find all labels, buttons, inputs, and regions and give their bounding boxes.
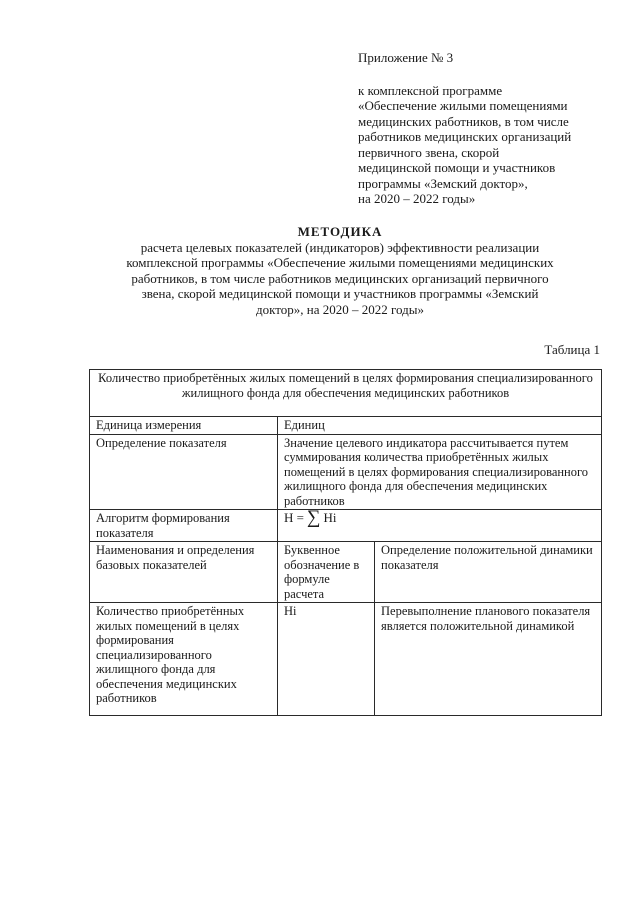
formula-lhs: H = [284, 510, 304, 525]
unit-label-cell: Единица измерения [90, 417, 278, 435]
definition-label-cell: Определение показателя [90, 434, 278, 510]
dynamics-label-cell: Определение положительной динамики показателя [375, 542, 602, 603]
table-row-definition [90, 434, 602, 510]
algorithm-label-cell: Алгоритм формирования показателя [90, 510, 278, 542]
table-row [90, 603, 602, 716]
document-subtitle-line: работников, в том числе работников медицинских организаций первичного [131, 270, 549, 286]
appendix-line: медицинских работников, в том числе [358, 113, 569, 129]
appendix-line: к комплексной программе [358, 82, 503, 98]
letter-label-cell: Буквенное обозначение в формуле расчета [278, 542, 375, 603]
table-header-cell: Количество приобретённых жилых помещений в целях формирования специализированного жилищного фонда для обеспечения медицинских работников [90, 370, 602, 417]
appendix-line: на 2020 – 2022 годы» [358, 191, 476, 206]
appendix-line: медицинской помощи и участников [358, 160, 556, 175]
sigma-icon: ∑ [306, 509, 321, 529]
formula [284, 509, 337, 529]
appendix-line: программы «Земский доктор», [358, 175, 528, 191]
base-label-cell: Наименования и определения базовых показателей [90, 542, 278, 603]
item-name-cell: Количество приобретённых жилых помещений в целях формирования специализированного жилищного фонда для обеспечения медицинских работников [90, 603, 278, 716]
table-row-algorithm [90, 510, 602, 542]
document-subtitle-line: доктор», на 2020 – 2022 годы» [256, 301, 424, 317]
algorithm-formula-cell [278, 510, 602, 542]
document-subtitle-line: комплексной программы «Обеспечение жилыми помещениями медицинских [126, 255, 554, 270]
document-subtitle-line: звена, скорой медицинской помощи и участников программы «Земский [141, 286, 539, 301]
table-row-unit [90, 417, 602, 435]
indicator-table [89, 369, 602, 716]
unit-value-cell: Единиц [278, 417, 602, 435]
document-title-block [100, 224, 580, 317]
table-header-row [90, 370, 602, 417]
definition-value-cell: Значение целевого индикатора рассчитывается путем суммирования количества приобретённых жилых помещений в целях формирования специализированного жилищного фонда для обеспечения медицинских работников [278, 434, 602, 510]
appendix-line: работников медицинских организаций [358, 129, 572, 144]
document-subtitle-line: расчета целевых показателей (индикаторов) эффективности реализации [140, 239, 540, 255]
table-row-base-headers [90, 542, 602, 603]
appendix-number: Приложение № 3 [358, 50, 454, 65]
item-dynamics-cell: Перевыполнение планового показателя является положительной динамикой [375, 603, 602, 716]
document-title: МЕТОДИКА [297, 224, 383, 239]
appendix-block [358, 50, 618, 207]
appendix-line: «Обеспечение жилыми помещениями [358, 98, 568, 113]
appendix-line: первичного звена, скорой [358, 144, 500, 160]
item-symbol-cell: Hi [278, 603, 375, 716]
formula-rhs: Hi [323, 510, 337, 525]
table-caption: Таблица 1 [544, 342, 600, 357]
